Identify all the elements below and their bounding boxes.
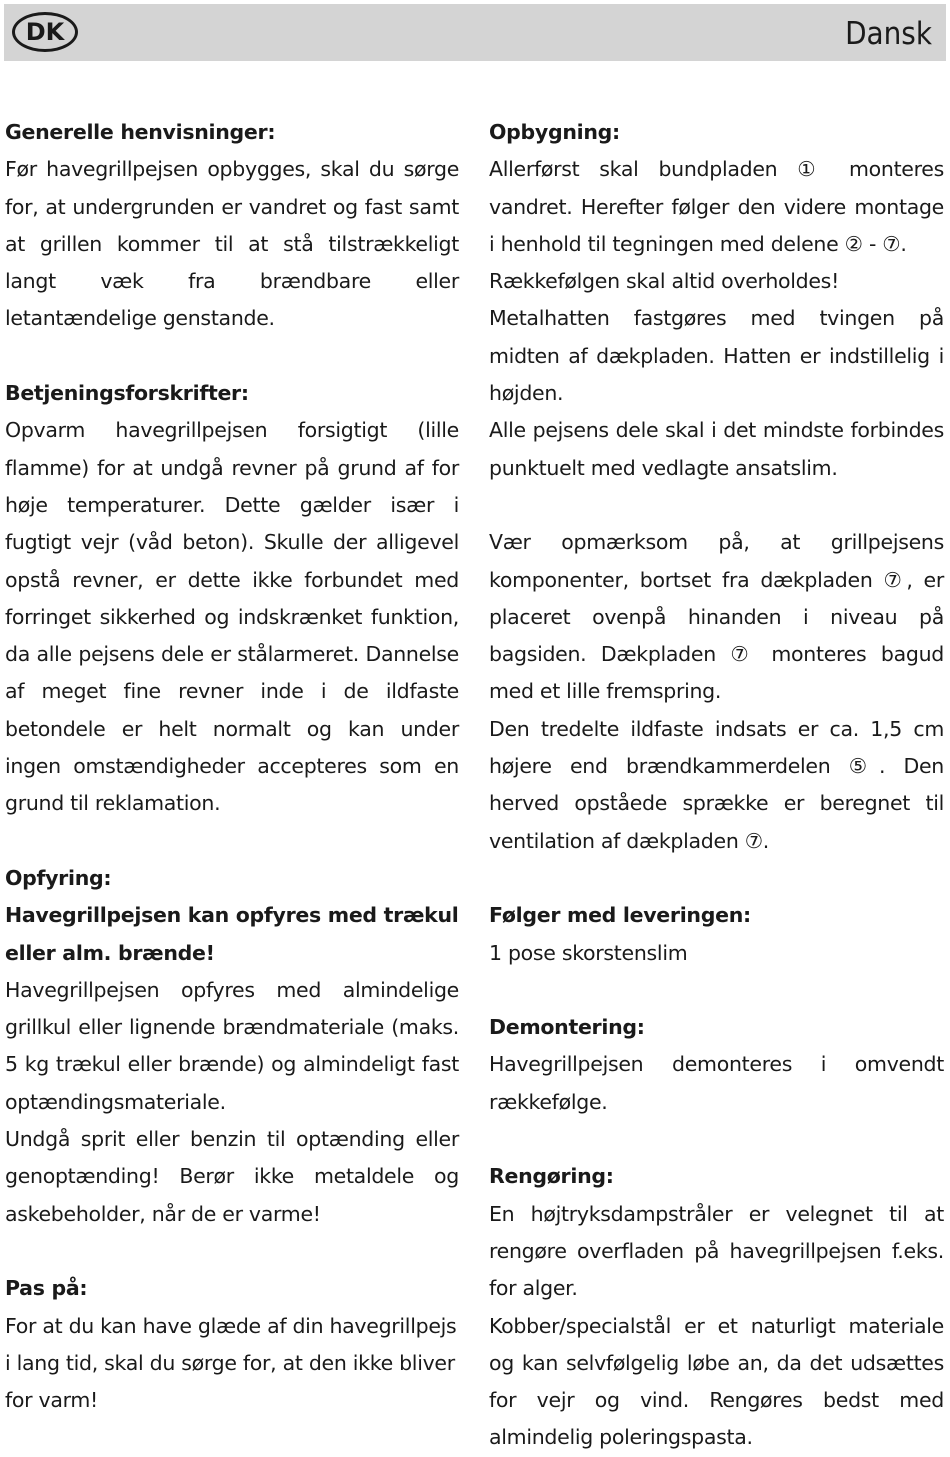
general-heading: Generelle henvisninger: <box>5 120 276 144</box>
page-header <box>4 4 946 61</box>
firing-text-1: Havegrillpejsen opfyres med almindelige grillkul eller lignende brændmateriale (maks. 5 kg trækul eller brænde) og almindeligt fast optændingsmateriale. <box>5 977 459 1114</box>
assembly-text-2: Rækkefølgen skal altid overholdes! <box>489 269 839 294</box>
assembly-text-1: Allerførst skal bundpladen ① monteres vandret. Herefter følger den videre montage i henhold til tegningen med delene ② - ⑦. <box>489 157 944 256</box>
cleaning-text-2: Kobber/specialstål er et naturligt materiale og kan selvfølgelig løbe an, da det udsættes for vejr og vind. Rengøres bedst med almindelig poleringspasta. <box>489 1313 944 1450</box>
assembly-text-3: Metalhatten fastgøres med tvingen på midten af dækpladen. Hatten er indstillelig i højden. <box>489 306 944 406</box>
operating-heading: Betjeningsforskrifter: <box>5 381 249 406</box>
language-badge: DK <box>12 12 78 52</box>
dismantling-heading: Demontering: <box>489 1015 645 1040</box>
caution-heading: Pas på: <box>5 1276 88 1301</box>
general-text: Før havegrillpejsen opbygges, skal du sørge for, at undergrunden er vandret og fast samt at grillen kommer til at stå tilstrækkeligt langt væk fra brændbare eller letantændelige genstande. <box>5 157 459 331</box>
firing-text-2: Undgå sprit eller benzin til optænding eller genoptænding! Berør ikke metaldele og askebeholder, når de er varme! <box>5 1127 459 1226</box>
firing-subheading: Havegrillpejsen kan opfyres med trækul eller alm. brænde! <box>5 903 459 965</box>
caution-text: For at du kan have glæde af din havegrillpejs i lang tid, skal du sørge for, at den ikke bliver for varm! <box>5 1313 457 1413</box>
cleaning-text-1: En højtryksdampstråler er velegnet til at rengøre overfladen på havegrillpejsen f.eks. for alger. <box>489 1201 944 1301</box>
cleaning-heading: Rengøring: <box>489 1164 614 1189</box>
dismantling-text: Havegrillpejsen demonteres i omvendt rækkefølge. <box>489 1052 944 1114</box>
operating-text: Opvarm havegrillpejsen forsigtigt (lille flamme) for at undgå revner på grund af for høje temperaturer. Dette gælder især i fugtigt vejr (våd beton). Skulle der alligevel opstå revner, er dette ikke forbundet med forringet sikkerhed og indskrænket funktion, da alle pejsens dele er stålarmeret. Dannelse af meget fine revner inde i de ildfaste betondele er helt normalt og kan under ingen omstændigheder accepteres som en grund til reklamation. <box>5 418 459 816</box>
left-column <box>5 114 459 1419</box>
language-name: Dansk <box>845 16 932 52</box>
assembly-text-5: Vær opmærksom på, at grillpejsens komponenter, bortset fra dækpladen ⑦, er placeret ovenpå hinanden i niveau på bagsiden. Dækpladen ⑦ monteres bagud med et lille fremspring. <box>489 530 944 704</box>
delivery-heading: Følger med leveringen: <box>489 903 751 928</box>
firing-heading: Opfyring: <box>5 865 112 890</box>
assembly-heading: Opbygning: <box>489 120 620 144</box>
assembly-text-4: Alle pejsens dele skal i det mindste forbindes punktuelt med vedlagte ansatslim. <box>489 418 944 480</box>
assembly-text-6: Den tredelte ildfaste indsats er ca. 1,5 cm højere end brændkammerdelen ⑤. Den herved opståede sprække er beregnet til ventilation af dækpladen ⑦. <box>489 716 944 853</box>
right-column <box>489 114 944 1457</box>
delivery-text: 1 pose skorstenslim <box>489 940 688 965</box>
